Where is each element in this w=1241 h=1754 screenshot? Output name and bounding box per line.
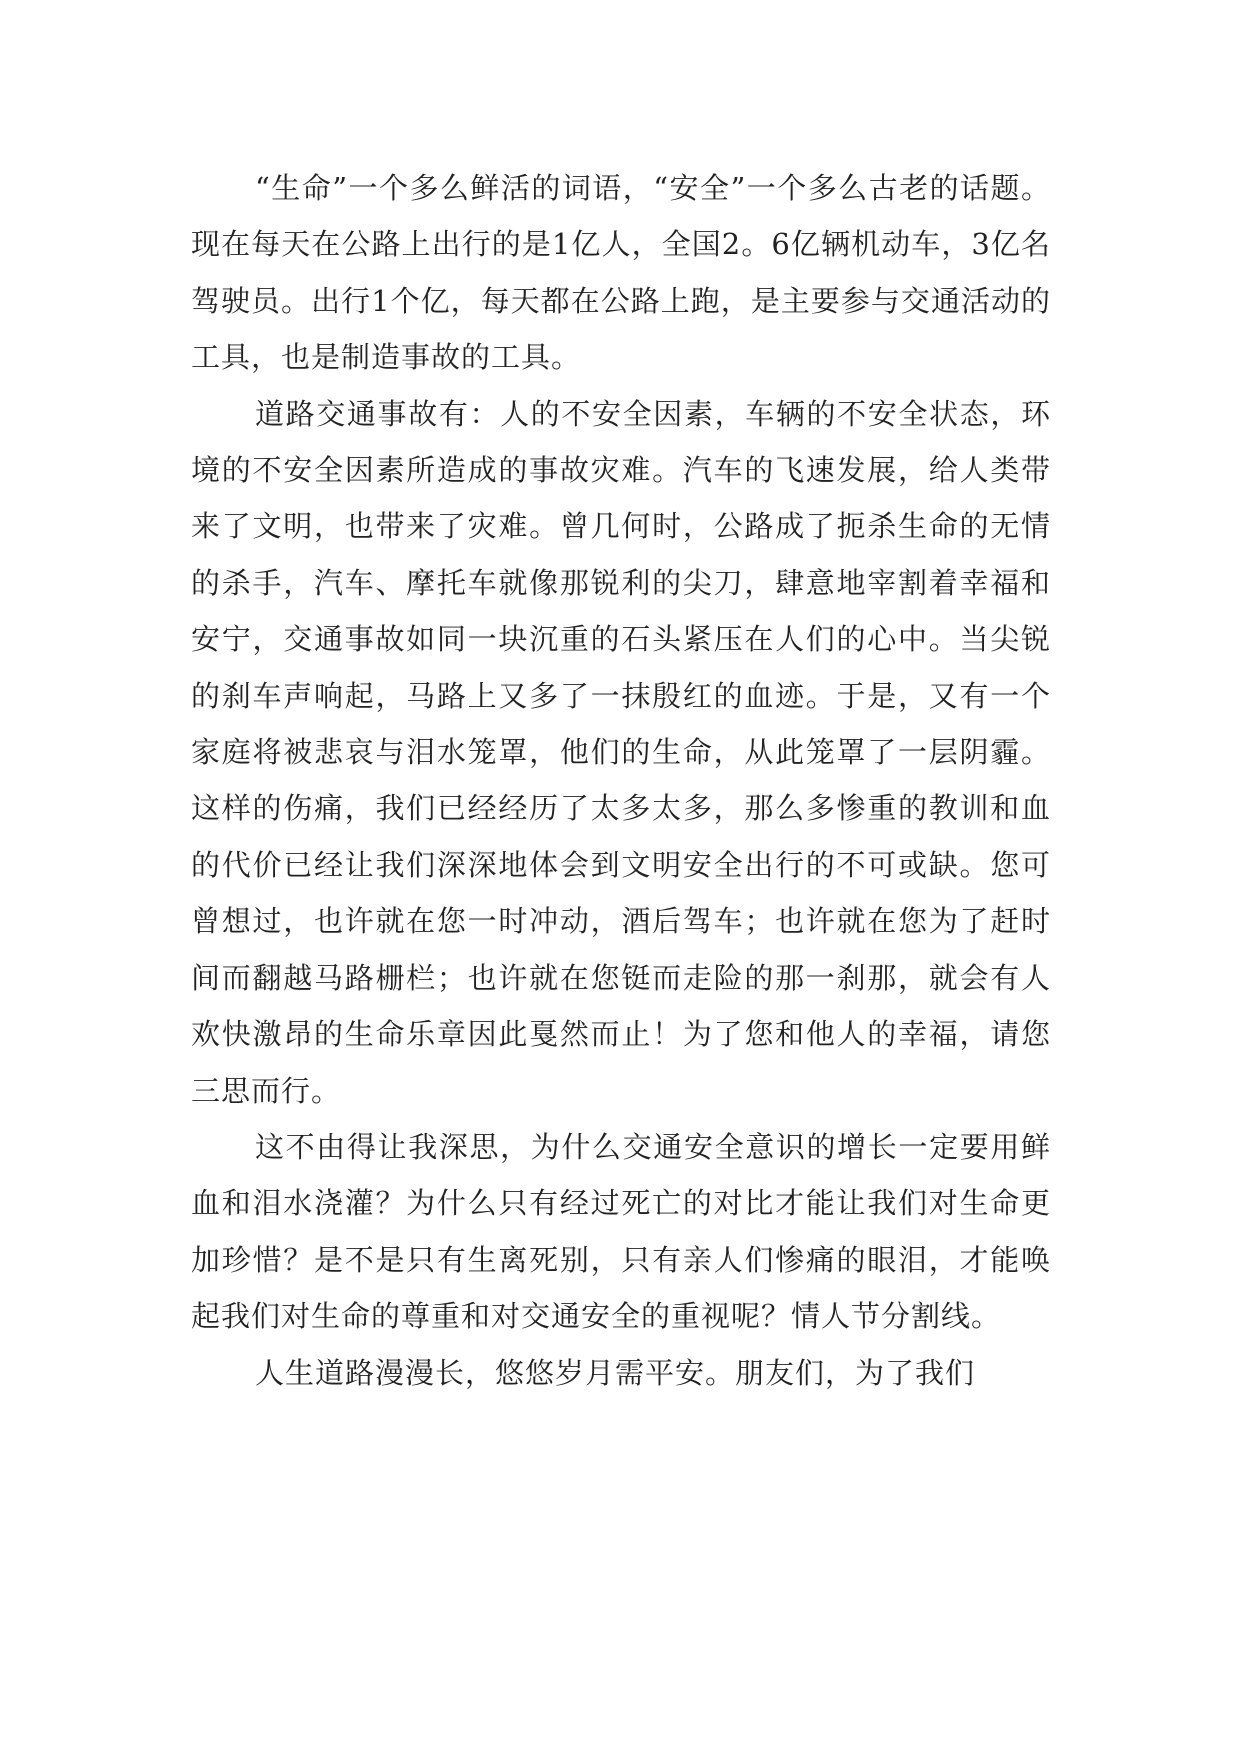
body-text [191,160,1051,1401]
paragraph-4: 人生道路漫漫长，悠悠岁月需平安。朋友们，为了我们 [255,1355,976,1390]
paragraph-3: 这不由得让我深思，为什么交通安全意识的增长一定要用鲜血和泪水浇灌？为什么只有经过死亡的对比才能让我们对生命更加珍惜？是不是只有生离死别，只有亲人们惨痛的眼泪，才能唤起我们对生命的尊重和对交通安全的重视呢？情人节分割线。 [191,1129,1051,1334]
paragraph-2: 道路交通事故有：人的不安全因素，车辆的不安全状态，环境的不安全因素所造成的事故灾难。汽车的飞速发展，给人类带来了文明，也带来了灾难。曾几何时，公路成了扼杀生命的无情的杀手，汽车、摩托车就像那锐利的尖刀，肆意地宰割着幸福和安宁，交通事故如同一块沉重的石头紧压在人们的心中。当尖锐的刹车声响起，马路上又多了一抹殷红的血迹。于是，又有一个家庭将被悲哀与泪水笼罩，他们的生命，从此笼罩了一层阴霾。这样的伤痛，我们已经经历了太多太多，那么多惨重的教训和血的代价已经让我们深深地体会到文明安全出行的不可或缺。您可曾想过，也许就在您一时冲动，酒后驾车；也许就在您为了赶时间而翻越马路栅栏；也许就在您铤而走险的那一刹那，就会有人欢快激昂的生命乐章因此戛然而止！为了您和他人的幸福，请您三思而行。 [191,396,1051,1108]
paragraph-1: “生命”一个多么鲜活的词语，“安全”一个多么古老的话题。现在每天在公路上出行的是1亿人，全国2。6亿辆机动车，3亿名驾驶员。出行1个亿，每天都在公路上跑，是主要参与交通活动的工具，也是制造事故的工具。 [191,171,1051,375]
